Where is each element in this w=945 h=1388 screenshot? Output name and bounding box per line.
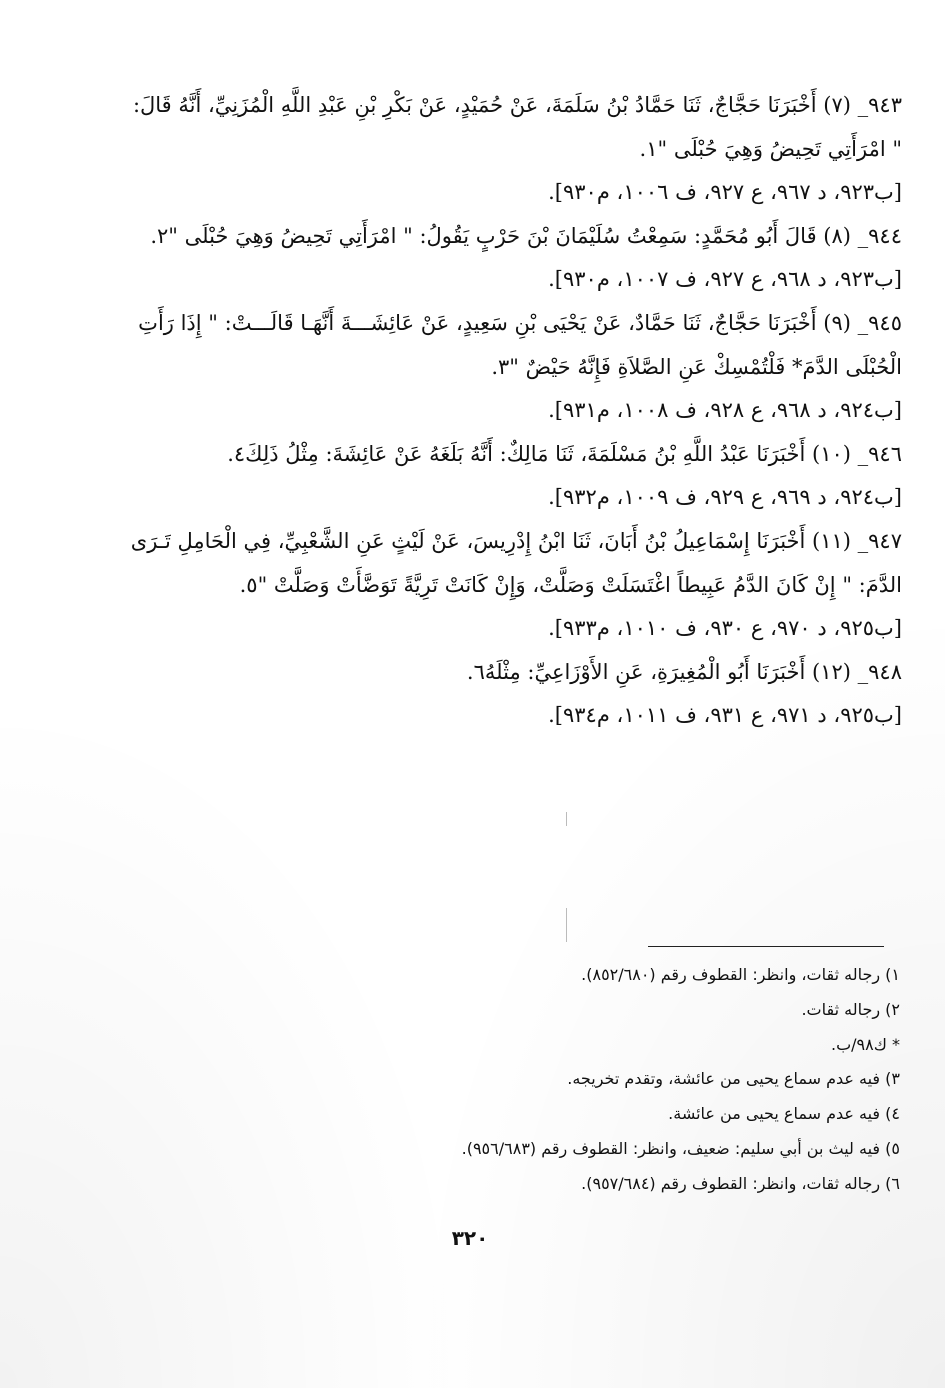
scan-speck	[566, 812, 567, 826]
footnote-1: ١) رجاله ثقات، وانظر: القطوف رقم (٨٥٢/٦٨٠).	[581, 965, 900, 984]
hadith-946-reference: [ب٩٢٤، د ٩٦٩، ع ٩٢٩، ف ١٠٠٩، م٩٣٢].	[548, 485, 902, 510]
hadith-948-reference: [ب٩٢٥، د ٩٧١، ع ٩٣١، ف ١٠١١، م٩٣٤].	[548, 703, 902, 728]
hadith-943-line-1: ٩٤٣_ (٧) أَخْبَرَنَا حَجَّاجٌ، ثَنَا حَمَّادُ بْنُ سَلَمَةَ، عَنْ حُمَيْدٍ، عَنْ بَكْرِ بْنِ عَبْدِ اللَّهِ الْمُزَنِيِّ، أَنَّهُ قَالَ:	[132, 93, 902, 117]
hadith-947-line-1: ٩٤٧_ (١١) أَخْبَرَنَا إِسْمَاعِيلُ بْنُ أَبَانَ، ثَنَا ابْنُ إِدْرِيسَ، عَنْ لَيْثٍ عَنِ الشَّعْبِيِّ، فِي الْحَامِلِ تَـرَى	[130, 528, 902, 553]
footnote-6: ٦) رجاله ثقات، وانظر: القطوف رقم (٩٥٧/٦٨٤).	[581, 1173, 900, 1193]
hadith-944-reference: [ب٩٢٣، د ٩٦٨، ع ٩٢٧، ف ١٠٠٧، م٩٣٠].	[548, 267, 902, 292]
footnote-2: ٢) رجاله ثقات.	[801, 999, 900, 1019]
footnote-5: ٥) فيه ليث بن أبي سليم: ضعيف، وانظر: القطوف رقم (٩٥٦/٦٨٣).	[461, 1138, 900, 1158]
footnote-4: ٤) فيه عدم سماع يحيى من عائشة.	[668, 1104, 900, 1124]
hadith-945-line-1: ٩٤٥_ (٩) أَخْبَرَنَا حَجَّاجٌ، ثَنَا حَمَّادٌ، عَنْ يَحْيَى بْنِ سَعِيدٍ، عَنْ عَائِشَـــةَ أَنَّهَـا قَالَـــتْ: " إِذَا رَأَتِ	[138, 310, 902, 335]
footnote-separator	[648, 946, 884, 947]
hadith-947-line-2: الدَّمَ: " إِنْ كَانَ الدَّمُ عَبِيطاً اغْتَسَلَتْ وَصَلَّتْ، وَإِنْ كَانَتْ تَرِيَّةً تَوَضَّأَتْ وَصَلَّتْ "٥.	[239, 572, 902, 597]
footnote-folio-marker: * ك٩٨/ب.	[830, 1034, 900, 1054]
hadith-943-line-2: " امْرَأَتِي تَحِيضُ وَهِيَ حُبْلَى "١.	[639, 136, 902, 161]
hadith-945-reference: [ب٩٢٤، د ٩٦٨، ع ٩٢٨، ف ١٠٠٨، م٩٣١].	[548, 398, 902, 423]
hadith-947-reference: [ب٩٢٥، د ٩٧٠، ع ٩٣٠، ف ١٠١٠، م٩٣٣].	[548, 616, 902, 641]
hadith-946-line-1: ٩٤٦_ (١٠) أَخْبَرَنَا عَبْدُ اللَّهِ بْنُ مَسْلَمَةَ، ثَنَا مَالِكٌ: أَنَّهُ بَلَغَهُ عَنْ عَائِشَةَ: مِثْلُ ذَلِكَ٤.	[227, 441, 902, 466]
hadith-945-line-2: الْحُبْلَى الدَّمَ* فَلْتُمْسِكْ عَنِ الصَّلاَةِ فَإِنَّهُ حَيْضٌ "٣.	[491, 354, 902, 379]
hadith-943-reference: [ب٩٢٣، د ٩٦٧، ع ٩٢٧، ف ١٠٠٦، م٩٣٠].	[548, 180, 902, 205]
hadith-948-line-1: ٩٤٨_ (١٢) أَخْبَرَنَا أَبُو الْمُغِيرَةِ، عَنِ الأَوْزَاعِيِّ: مِثْلَهُ٦.	[466, 659, 902, 684]
footnote-3: ٣) فيه عدم سماع يحيى من عائشة، وتقدم تخريجه.	[567, 1069, 900, 1089]
hadith-944-line-1: ٩٤٤_ (٨) قَالَ أَبُو مُحَمَّدٍ: سَمِعْتُ سُلَيْمَانَ بْنَ حَرْبٍ يَقُولُ: " امْرَأَتِي تَحِيضُ وَهِيَ حُبْلَى "٢.	[150, 223, 902, 248]
page-number: ٣٢٠	[451, 1226, 489, 1250]
footnotes	[380, 958, 900, 1202]
main-text	[80, 84, 902, 738]
scan-speck	[566, 908, 567, 942]
